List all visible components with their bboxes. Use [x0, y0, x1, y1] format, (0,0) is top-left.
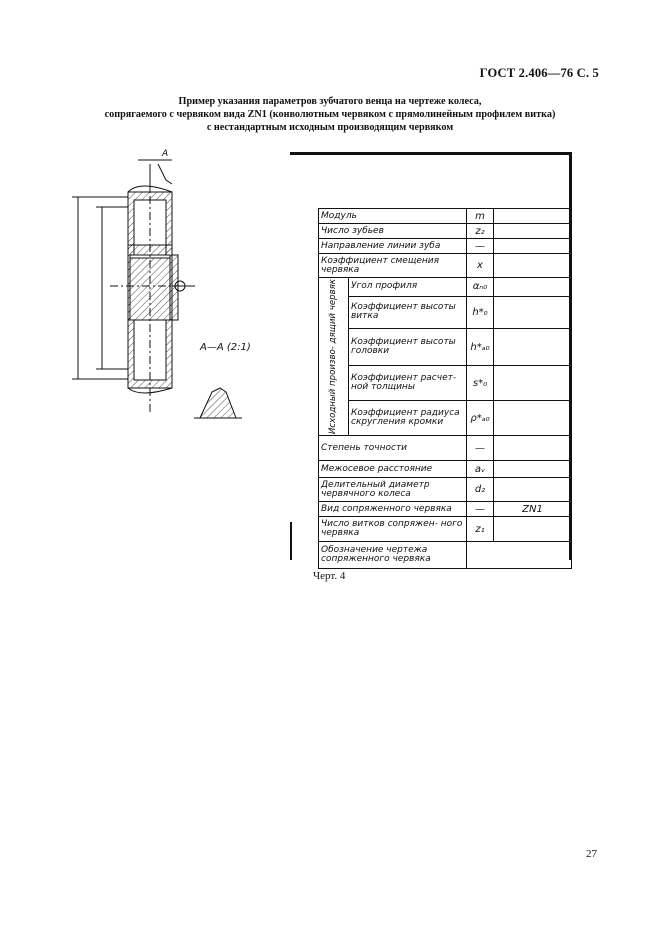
param-label: Обозначение чертежа сопряженного червяка: [319, 542, 467, 569]
table-row: [319, 542, 572, 569]
param-symbol: h*ₐ₀: [467, 328, 494, 366]
param-symbol: —: [467, 436, 494, 461]
frame-left-border: [290, 522, 292, 560]
param-symbol: m: [467, 209, 494, 224]
title-line-1: Пример указания параметров зубчатого венца на чертеже колеса,: [178, 96, 482, 107]
gear-parameters-table: [318, 208, 572, 569]
section-view-label: А—А (2:1): [200, 342, 251, 353]
table-row: [319, 366, 572, 401]
table-row: [319, 436, 572, 461]
param-symbol: h*₀: [467, 296, 494, 328]
group-label: Исходный произво- дящий червяк: [328, 279, 338, 435]
param-symbol: —: [467, 502, 494, 517]
param-value-cell: [494, 209, 572, 224]
param-value-cell: [494, 478, 572, 502]
page-header: ГОСТ 2.406—76 С. 5: [479, 66, 599, 80]
table-row: [319, 517, 572, 542]
param-value-cell: [494, 296, 572, 328]
param-symbol: αₙ₀: [467, 278, 494, 297]
param-value-cell: [494, 239, 572, 254]
param-value-cell: [494, 224, 572, 239]
param-value-cell: [494, 401, 572, 436]
param-label: Модуль: [319, 209, 467, 224]
table-row: [319, 296, 572, 328]
table-row: [319, 461, 572, 478]
title-line-2: сопрягаемого с червяком вида ZN1 (конволютным червяком с прямолинейным профилем витка): [104, 109, 556, 120]
param-symbol: x: [467, 254, 494, 278]
param-value: ZN1: [494, 502, 572, 517]
table-row: [319, 224, 572, 239]
param-label: Межосевое расстояние: [319, 461, 467, 478]
param-symbol: —: [467, 239, 494, 254]
figure-caption: Черт. 4: [313, 570, 346, 582]
param-label: Коэффициент смещения червяка: [319, 254, 467, 278]
param-label: Коэффициент высоты витка: [349, 296, 467, 328]
section-mark: А: [162, 149, 169, 159]
param-label: Вид сопряженного червяка: [319, 502, 467, 517]
param-label: Степень точности: [319, 436, 467, 461]
param-value-cell: [494, 517, 572, 542]
frame-top-border: [290, 152, 572, 155]
param-value-cell: [467, 542, 572, 569]
param-label: Коэффициент расчет- ной толщины: [349, 366, 467, 401]
table-row: [319, 328, 572, 366]
param-symbol: s*₀: [467, 366, 494, 401]
table-row: [319, 401, 572, 436]
title-line-3: с нестандартным исходным производящим червяком: [206, 122, 454, 133]
param-label: Коэффициент высоты головки: [349, 328, 467, 366]
param-label: Число витков сопряжен- ного червяка: [319, 517, 467, 542]
table-row: [319, 502, 572, 517]
param-label: Угол профиля: [349, 278, 467, 297]
table-row: [319, 278, 572, 297]
param-value-cell: [494, 366, 572, 401]
page-number: 27: [586, 848, 597, 860]
param-symbol: d₂: [467, 478, 494, 502]
param-label: Число зубьев: [319, 224, 467, 239]
param-value-cell: [494, 328, 572, 366]
table-row: [319, 478, 572, 502]
param-symbol: aᵥ: [467, 461, 494, 478]
param-value-cell: [494, 278, 572, 297]
param-value-cell: [494, 254, 572, 278]
figure-title: [60, 95, 600, 134]
param-value-cell: [494, 461, 572, 478]
param-label: Направление линии зуба: [319, 239, 467, 254]
group-label-cell: [319, 278, 349, 436]
worm-wheel-drawing: [60, 140, 300, 440]
param-label: Делительный диаметр червячного колеса: [319, 478, 467, 502]
param-value-cell: [494, 436, 572, 461]
param-symbol: z₂: [467, 224, 494, 239]
table-row: [319, 239, 572, 254]
param-label: Коэффициент радиуса скругления кромки: [349, 401, 467, 436]
table-row: [319, 254, 572, 278]
param-symbol: z₁: [467, 517, 494, 542]
table-row: [319, 209, 572, 224]
param-symbol: ρ*ₐ₀: [467, 401, 494, 436]
